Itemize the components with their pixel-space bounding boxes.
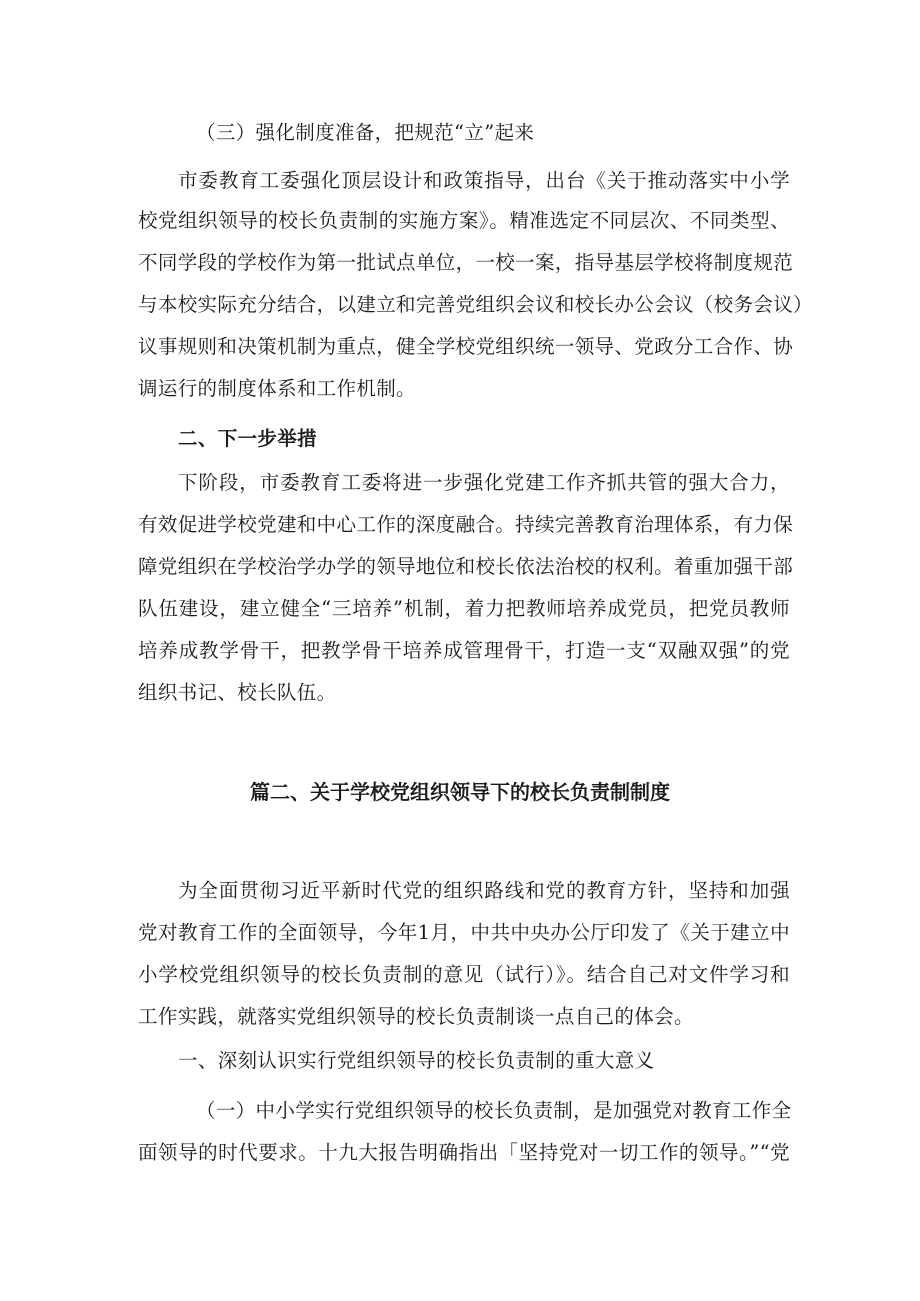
subheading-strengthen-system: （三）强化制度准备，把规范“立”起来 [196, 121, 535, 144]
paragraph-line: 党对教育工作的全面领导，今年1月，中共中央办公厅印发了《关于建立中 [138, 921, 790, 944]
paragraph-line: 市委教育工委强化顶层设计和政策指导，出台《关于推动落实中小学 [178, 169, 790, 192]
article-title: 篇二、关于学校党组织领导下的校长负责制制度 [250, 780, 670, 804]
paragraph-line: 面领导的时代要求。十九大报告明确指出「坚持党对一切工作的领导。”“党 [138, 1141, 790, 1164]
paragraph-line: 下阶段，市委教育工委将进一步强化党建工作齐抓共管的强大合力， [178, 471, 790, 494]
paragraph-line: 调运行的制度体系和工作机制。 [138, 377, 416, 400]
paragraph-line: 工作实践，就落实党组织领导的校长负责制谈一点自己的体会。 [138, 1005, 694, 1028]
paragraph-line: 不同学段的学校作为第一批试点单位，一校一案，指导基层学校将制度规范 [138, 251, 794, 274]
paragraph-line: 障党组织在学校治学办学的领导地位和校长依法治校的权利。着重加强干部 [138, 555, 794, 578]
paragraph-line: 校党组织领导的校长负责制的实施方案》。精准选定不同层次、不同类型、 [138, 209, 790, 232]
paragraph-line: 小学校党组织领导的校长负责制的意见（试行）》。结合自己对文件学习和 [138, 963, 790, 986]
paragraph-line: 与本校实际充分结合，以建立和完善党组织会议和校长办公会议（校务会议） [138, 293, 813, 316]
paragraph-line: （一）中小学实行党组织领导的校长负责制，是加强党对教育工作全 [196, 1099, 792, 1122]
paragraph-line: 有效促进学校党建和中心工作的深度融合。持续完善教育治理体系，有力保 [138, 513, 794, 536]
paragraph-line: 队伍建设，建立健全“三培养”机制，着力把教师培养成党员，把党员教师 [138, 597, 790, 620]
paragraph-line: 为全面贯彻习近平新时代党的组织路线和党的教育方针，坚持和加强 [178, 879, 790, 902]
point-one-heading: 一、深刻认识实行党组织领导的校长负责制的重大意义 [178, 1049, 655, 1072]
paragraph-line: 组织书记、校长队伍。 [138, 681, 337, 704]
paragraph-line: 培养成教学骨干，把教学骨干培养成管理骨干，打造一支“双融双强”的党 [138, 639, 790, 662]
heading-next-steps: 二、下一步举措 [178, 427, 317, 450]
paragraph-line: 议事规则和决策机制为重点，健全学校党组织统一领导、党政分工合作、协 [138, 335, 794, 358]
